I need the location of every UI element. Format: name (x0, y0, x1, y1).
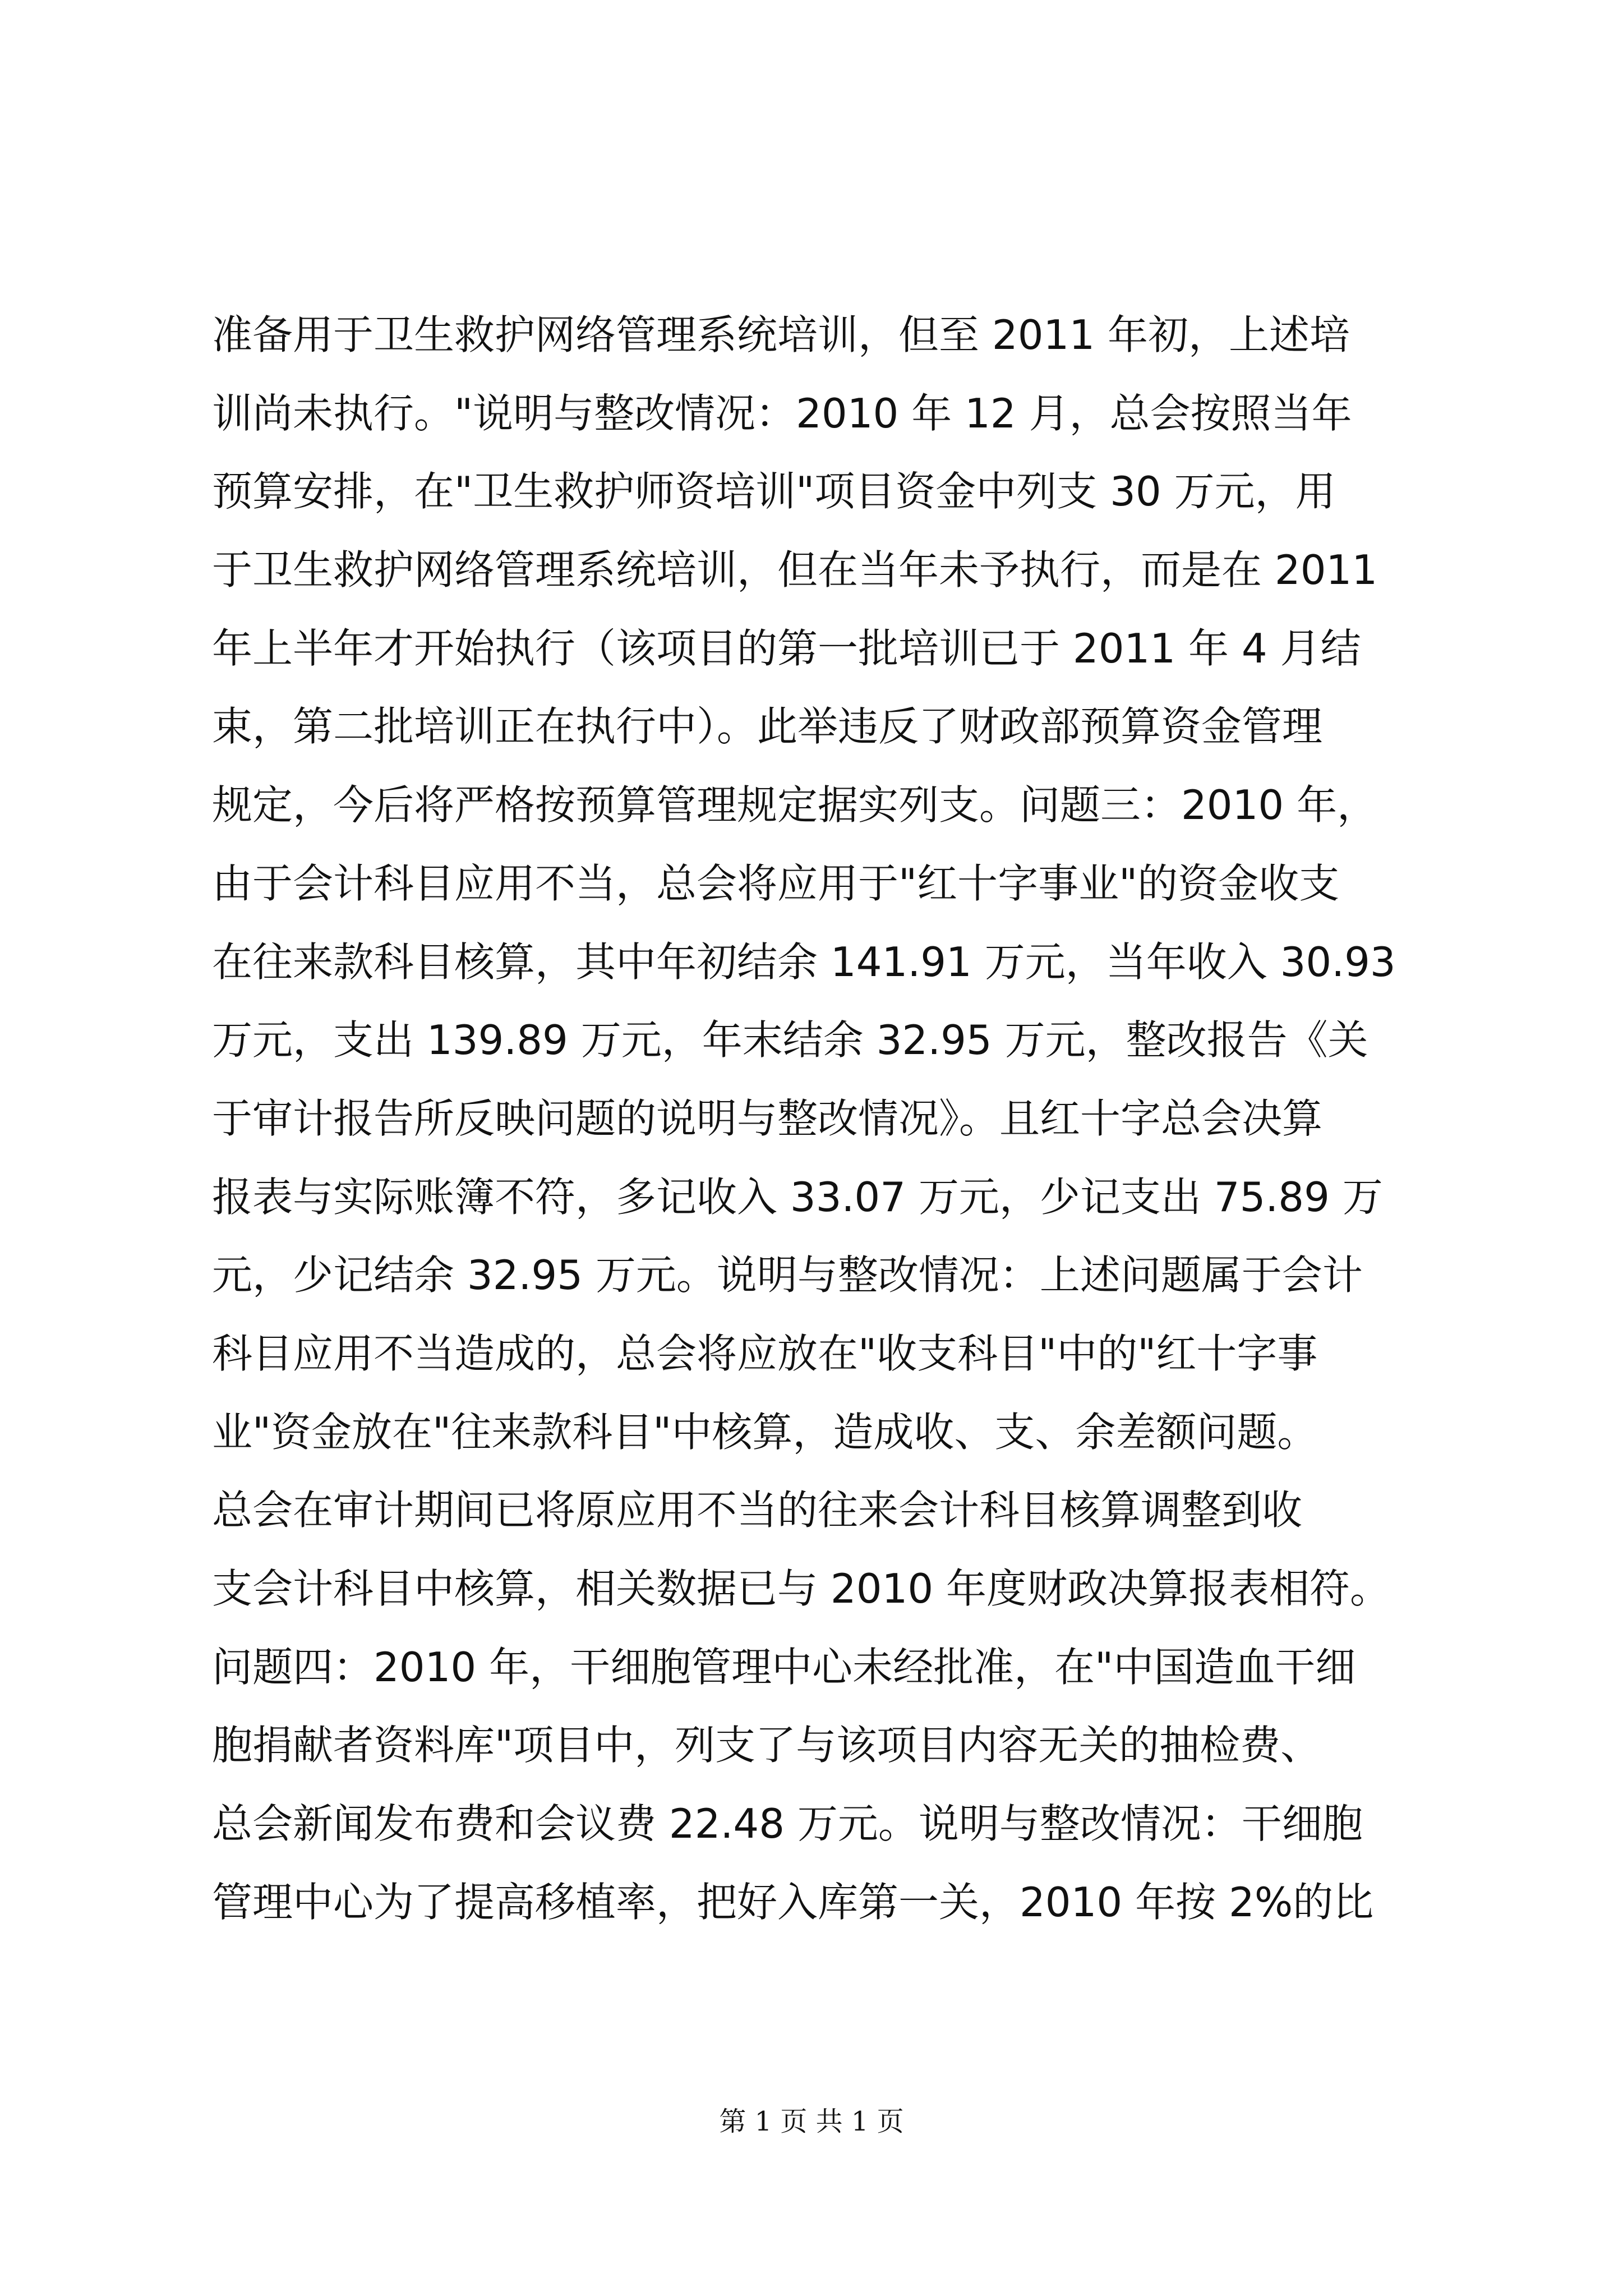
text-line: 预算安排，在"卫生救护师资培训"项目资金中列支 30 万元，用 (212, 468, 1336, 516)
text-line: 在往来款科目核算，其中年初结余 141.91 万元，当年收入 30.93 (212, 938, 1396, 986)
page-number-label: 第 1 页 共 1 页 (719, 2106, 904, 2137)
body-text (212, 296, 1418, 1941)
text-line: 管理中心为了提高移植率，把好入库第一关，2010 年按 2%的比 (212, 1878, 1374, 1926)
text-line: 问题四：2010 年，干细胞管理中心未经批准，在"中国造血干细 (212, 1643, 1356, 1691)
text-line: 规定，今后将严格按预算管理规定据实列支。问题三：2010 年， (212, 781, 1378, 829)
text-line: 支会计科目中核算，相关数据已与 2010 年度财政决算报表相符。 (212, 1565, 1391, 1612)
text-line: 由于会计科目应用不当，总会将应用于"红十字事业"的资金收支 (212, 859, 1340, 907)
text-line: 于审计报告所反映问题的说明与整改情况》。且红十字总会决算 (212, 1094, 1323, 1142)
text-line: 报表与实际账簿不符，多记收入 33.07 万元，少记支出 75.89 万 (212, 1173, 1383, 1221)
text-line: 总会在审计期间已将原应用不当的往来会计科目核算调整到收 (212, 1487, 1303, 1534)
text-line: 年上半年才开始执行（该项目的第一批培训已于 2011 年 4 月结 (212, 624, 1361, 672)
text-line: 总会新闻发布费和会议费 22.48 万元。说明与整改情况：干细胞 (212, 1800, 1363, 1848)
text-line: 训尚未执行。"说明与整改情况：2010 年 12 月，总会按照当年 (212, 389, 1352, 437)
text-line: 于卫生救护网络管理系统培训，但在当年未予执行，而是在 2011 (212, 546, 1378, 594)
page-footer (0, 2105, 1623, 2138)
text-line: 准备用于卫生救护网络管理系统培训，但至 2011 年初，上述培 (212, 311, 1350, 358)
text-line: 业"资金放在"往来款科目"中核算，造成收、支、余差额问题。 (212, 1408, 1318, 1456)
text-line: 万元，支出 139.89 万元，年末结余 32.95 万元，整改报告《关 (212, 1016, 1368, 1064)
text-line: 元，少记结余 32.95 万元。说明与整改情况：上述问题属于会计 (212, 1251, 1363, 1299)
text-line: 束，第二批培训正在执行中）。此举违反了财政部预算资金管理 (212, 703, 1323, 751)
text-line: 胞捐献者资料库"项目中，列支了与该项目内容无关的抽检费、 (212, 1722, 1321, 1769)
text-line: 科目应用不当造成的，总会将应放在"收支科目"中的"红十字事 (212, 1329, 1318, 1377)
